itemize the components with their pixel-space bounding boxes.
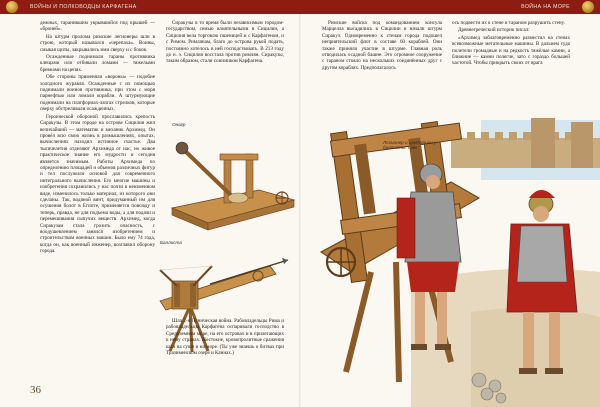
- onager-illustration: [164, 128, 304, 243]
- paragraph: Шла 2-я Пуническая война. Рабовладельцы Рима и рабовладельцы Карфагена оспаривали господство в Средиземном море, на его островах и в прилегающих к нему странах. Жестокие, кровопролитные сражения шли на суше и на море. (Ты уже знаешь о битвах при Тразименском озере и Каннах.): [166, 318, 284, 357]
- paragraph: ось подвести их к стене и тараном разрушить стену.: [452, 20, 565, 26]
- paragraph: дежных, таранившим укрывшийся под крышей — «броней».: [40, 20, 155, 33]
- left-running-header: [0, 0, 300, 14]
- paragraph: Сиракузы в то время были независимым городом-государством, семью влиятельными в Сицилии, а Сицилия вела торговлю пшеницей и с Карфагеном, и с Римом. Римлянам, благо до острова рукой подать, постоянно хотелось в ней господствовать. В 213 году до н. э. Сицилия восстала против римлян. Сиракузы, таким образом, стали союзником Карфагена.: [166, 20, 284, 65]
- paragraph: Обе стороны применяли «вороны» — подобие холодного журавля. Осажденные с их помощью поднимали воинов противника, при этом с моря парнефтью или ломали корабли. А штурмующие поднимали на платформах-лязгах стрелков, которые сверху обстреливали осажденных.: [40, 74, 155, 113]
- paragraph: На штурм пролома римские легионеры шли в строю, который назывался «черепаха». Воины, смыкая щиты, закрывались ими сверху и с боков.: [40, 33, 155, 53]
- soldiers-caption: Легионер и центурион у баллисты. I век: [383, 140, 437, 151]
- left-header-medallion-icon: [6, 1, 18, 13]
- paragraph: Осажденные поднимали тараны противника клещами или отбивали ломами — тяжелыми бревнами на цепях.: [40, 54, 155, 73]
- right-header-medallion-icon: [582, 1, 594, 13]
- text-column-1: [40, 20, 155, 256]
- paragraph: Древнегреческий историк писал:: [458, 27, 530, 34]
- paragraph: Героической обороной прославились крепость Сиракузы. В этом городе на острове Сицилия жил величайший — математик и механик Архимед. Он провёл всю свою жизнь в размышлениях, опытах, вычислениях находил истинное счастье. Два тысячелетия отделяют Архимеда от нас, но живое практическое знание его мудрости и сегодня является значимым. Работы Архимеда по определению площадей и объемов различных фигур и тел послужили основой для современного интегрального вычисления. Его многие машины и изобретения сохранились у нас почти в неизменном виде, изменилось только материал, из которого они сделаны. Так, водяной винт, придуманный им для осушения болот в Египте, применяется повсюду и теперь, правда, не для подъема воды, а для подачи и перемешивания сыпучих веществ. Архимед, когда Сиракузам стала грозить опасность, с воодушевлением занялся изобретением и строительством военных машин. Было ему 74 года, когда он, как военный инженер, возглавил оборону города.: [40, 113, 155, 255]
- text-column-4: [452, 20, 570, 68]
- ballista-caption: Баллиста: [160, 240, 182, 245]
- text-column-3: [322, 20, 442, 72]
- page-number: 36: [30, 384, 41, 396]
- paragraph: Римские войска под командованием консула Марцелла высадились в Сицилии и начали штурм Сиракуз. Одновременно к стенам города подошел неприятельский флот в составе 60 кораблей. Они также приняли участие в штурме. Главная роль отводилась осадной башне. Это огромное сооружение с тараном стояло на нескольких соединённых друг с другом кораблях. Предполагалось: [322, 20, 442, 71]
- right-header-title: ВОЙНА НА МОРЕ: [521, 4, 570, 10]
- right-running-header: [300, 0, 600, 14]
- onager-caption: Онагр: [172, 122, 186, 127]
- text-column-2-top: [166, 20, 284, 66]
- legionaries-ballista-illustration: [301, 112, 600, 407]
- paragraph: «Архимед заблаговременно разместил на стенах всевозможные метательные машины. В дальнем суда полетели громадные и на редкость тяжёлые камни, а ближние — камни полегче, зато с гораздо большей частотой. Чтобы прикрыть своих от врага: [452, 34, 570, 67]
- text-column-2-bottom: [166, 318, 284, 357]
- left-header-title: ВОЙНЫ И ПОЛКОВОДЦЫ КАРФАГЕНА: [30, 4, 137, 10]
